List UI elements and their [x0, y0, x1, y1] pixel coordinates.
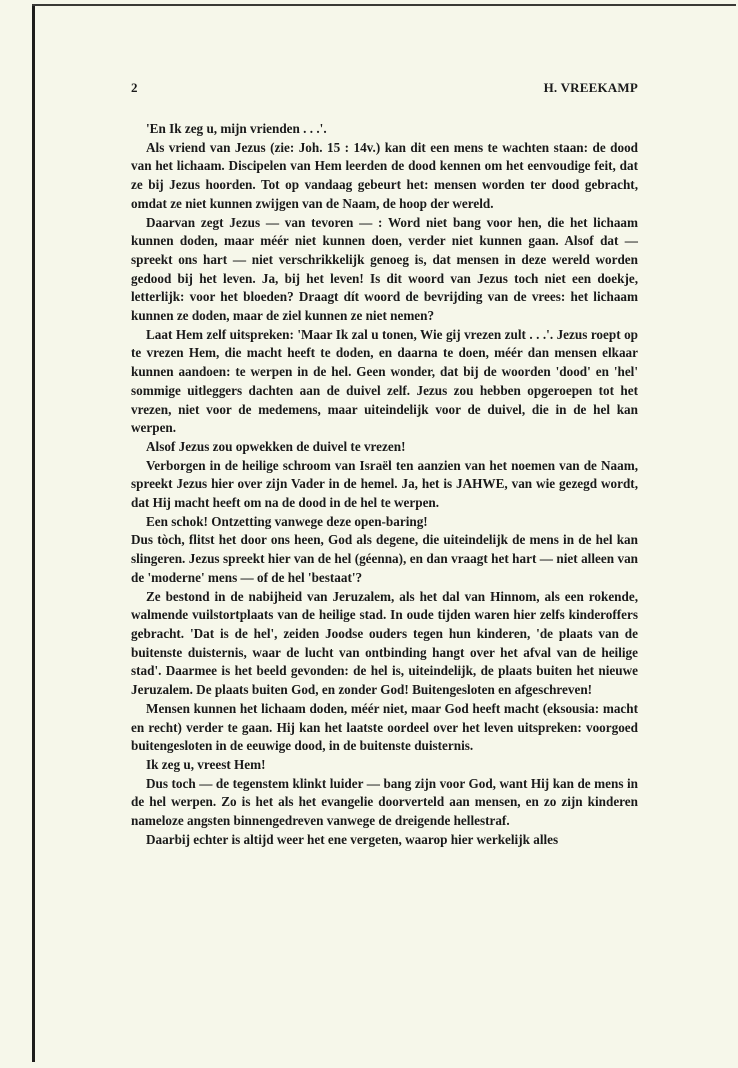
- body-text: [131, 120, 638, 849]
- paragraph: Verborgen in de heilige schroom van Israël ten aanzien van het noemen van de Naam, spreekt Jezus hier over zijn Vader in de hemel. Ja, het is JAHWE, van wie gezegd wordt, dat Hij macht heeft om na de dood in de hel te werpen.: [131, 457, 638, 511]
- paragraph: Ze bestond in de nabijheid van Jeruzalem, als het dal van Hinnom, als een rokende, walmende vuilstortplaats van de heilige stad. In oude tijden waren hier zelfs kinderoffers gebracht. 'Dat is de hel', zeiden Joodse ouders tegen hun kinderen, 'de plaats van de buitenste duisternis, waar de lucht van ontbinding hangt over het afval van de heilige stad'. Daarmee is het beeld gevonden: de hel is, uiteindelijk, de plaats buiten het nieuwe Jeruzalem. De plaats buiten God, en zonder God! Buitengesloten en afgeschreven!: [131, 588, 638, 698]
- paragraph: Daarvan zegt Jezus — van tevoren — : Word niet bang voor hen, die het lichaam kunnen doden, maar méér niet kunnen doen, verder niet kunnen gaan. Alsof dat — spreekt ons hart — niet verschrikkelijk genoeg is, dat mensen in deze wereld worden gedood bij het leven. Ja, bij het leven! Is dit woord van Jezus toch niet een doekje, letterlijk: voor het bloeden? Draagt dít woord de bevrijding van de vrees: het lichaam kunnen ze doden, maar de ziel kunnen ze niet nemen?: [131, 214, 638, 324]
- paragraph: Dus toch — de tegenstem klinkt luider — bang zijn voor God, want Hij kan de mens in de hel werpen. Zo is het als het evangelie doorverteld aan mensen, en zo zijn kinderen nameloze angsten binnengedreven vanwege de dreigende hellestraf.: [131, 775, 638, 829]
- paragraph: Als vriend van Jezus (zie: Joh. 15 : 14v.) kan dit een mens te wachten staan: de dood van het lichaam. Discipelen van Hem leerden de dood kennen om het eenvoudige feit, dat ze bij Jezus hoorden. Tot op vandaag gebeurt het: mensen worden ter dood gebracht, omdat ze niet kunnen zwijgen van de Naam, de hoop der wereld.: [131, 139, 638, 211]
- paragraph: 'En Ik zeg u, mijn vrienden . . .'.: [146, 121, 327, 136]
- paragraph: Een schok! Ontzetting vanwege deze open-baring!: [146, 513, 428, 529]
- paragraph: Dus tòch, flitst het door ons heen, God als degene, die uiteindelijk de mens in de hel kan slingeren. Jezus spreekt hier van de hel (géenna), en dan vraagt het hart — niet alleen van de 'moderne' mens — of de hel 'bestaat'?: [131, 532, 638, 585]
- paragraph: Alsof Jezus zou opwekken de duivel te vrezen!: [146, 438, 406, 454]
- paragraph: Ik zeg u, vreest Hem!: [146, 756, 266, 772]
- paragraph: Daarbij echter is altijd weer het ene vergeten, waarop hier werkelijk alles: [146, 831, 559, 847]
- scan-top-edge: [32, 4, 736, 6]
- paragraph: Mensen kunnen het lichaam doden, méér niet, maar God heeft macht (eksousia: macht en recht) verder te gaan. Hij kan het laatste oordeel over het leven uitspreken: voorgoed buitengesloten in de eeuwige dood, in de buitenste duisternis.: [131, 700, 638, 754]
- page-header: [131, 80, 638, 98]
- page-number: 2: [131, 80, 138, 95]
- running-head: H. VREEKAMP: [543, 80, 638, 95]
- scan-left-edge: [32, 6, 35, 1062]
- paragraph: Laat Hem zelf uitspreken: 'Maar Ik zal u tonen, Wie gij vrezen zult . . .'. Jezus roept op te vrezen Hem, die macht heeft te doden, en daarna te doen, méér dan mensen elkaar kunnen aandoen: te werpen in de hel. Geen wonder, dat bij de woorden 'dood' en 'hel' sommige uitleggers dachten aan de duivel zelf. Jezus zou hebben opgeroepen tot het vrezen, niet voor de medemens, maar uiteindelijk voor de duivel, die in de hel kan werpen.: [131, 326, 638, 436]
